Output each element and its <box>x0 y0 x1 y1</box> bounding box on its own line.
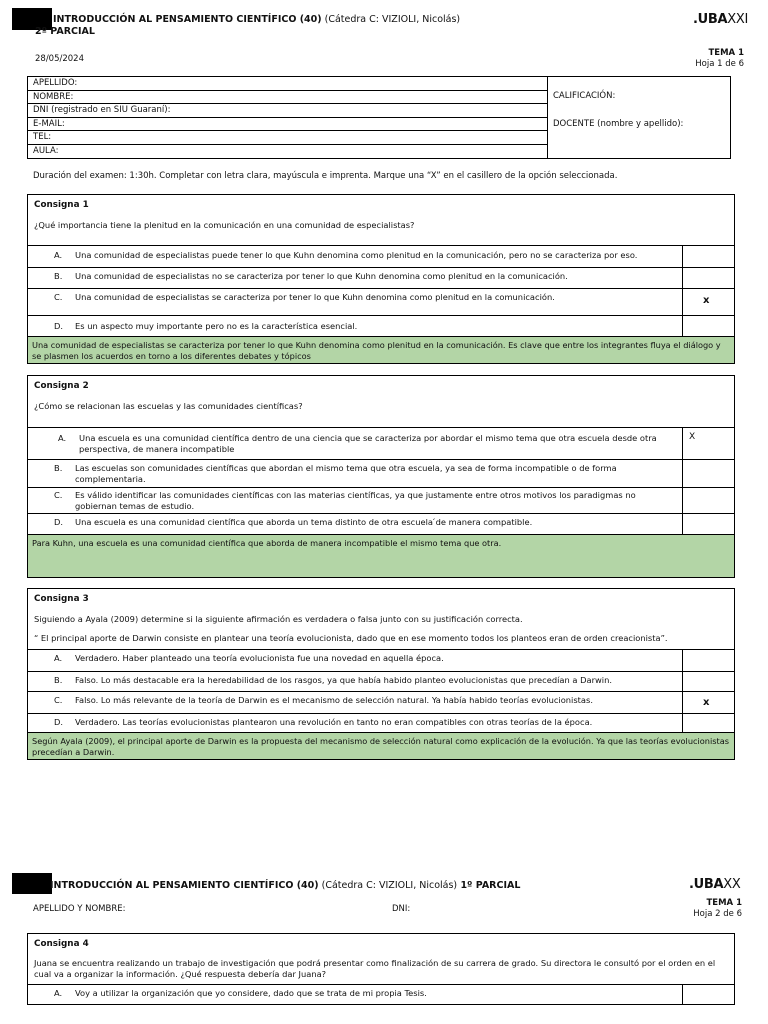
answer-explanation: Según Ayala (2009), el principal aporte de Darwin es la propuesta del mecanismo de selección natural como explicación de la evolución. Ya que las teorías evolucionistas precedían a Darwin. <box>28 732 734 759</box>
option-b[interactable] <box>28 671 734 691</box>
field-dni[interactable]: DNI (registrado en SIU Guaraní): <box>28 104 547 118</box>
option-text: Una escuela es una comunidad científica que aborda un tema distinto de otra escuela ́de manera compatible. <box>75 517 533 527</box>
uba-logo-suffix: XX <box>723 877 741 892</box>
course-chair: (Cátedra C: VIZIOLI, Nicolás) <box>318 880 458 891</box>
uba-logo <box>693 12 748 27</box>
student-fields <box>28 77 548 158</box>
course-title-page2 <box>50 880 520 891</box>
answer-checkbox[interactable] <box>682 268 734 288</box>
question-block-2 <box>27 375 735 578</box>
exam-name: 1º PARCIAL <box>457 880 521 891</box>
option-text: Falso. Lo más relevante de la teoría de Darwin es el mecanismo de selección natural. Ya había habido teorías evolucionistas. <box>75 695 593 705</box>
option-letter: C. <box>54 292 63 302</box>
answer-checkbox[interactable] <box>682 650 734 671</box>
option-text: Una comunidad de especialistas no se caracteriza por tener lo que Kuhn denomina como plenitud en la comunicación. <box>75 271 568 281</box>
option-letter: A. <box>54 988 63 998</box>
answer-checkbox[interactable] <box>682 692 734 713</box>
answer-mark: x <box>703 295 710 306</box>
option-text: Verdadero. Haber planteado una teoría evolucionista fue una novedad en aquella época. <box>75 653 444 663</box>
course-chair: (Cátedra C: VIZIOLI, Nicolás) <box>321 14 461 25</box>
option-letter: D. <box>54 321 64 331</box>
option-letter: D. <box>54 517 64 527</box>
field-aula[interactable]: AULA: <box>33 145 59 156</box>
option-c[interactable] <box>28 288 734 315</box>
answer-checkbox[interactable] <box>682 316 734 337</box>
question-title: Consigna 3 <box>34 594 89 604</box>
question-prompt: Siguiendo a Ayala (2009) determine si la siguiente afirmación es verdadera o falsa junto con su justificación correcta. <box>34 614 523 624</box>
option-a[interactable] <box>28 649 734 671</box>
option-text: Una escuela es una comunidad científica dentro de una ciencia que se caracteriza por abordar el mismo tema que otra escuela desde otra perspectiva, de manera incompatible <box>79 433 657 454</box>
answer-checkbox[interactable] <box>682 289 734 315</box>
sheet-label: Hoja 2 de 6 <box>693 909 742 919</box>
grade-fields <box>548 77 730 158</box>
option-b[interactable] <box>28 459 734 487</box>
tema-label: TEMA 1 <box>706 898 742 908</box>
option-text: Es un aspecto muy importante pero no es la característica esencial. <box>75 321 358 331</box>
uba-logo-text: .UBA <box>693 12 728 27</box>
option-d[interactable] <box>28 513 734 535</box>
answer-explanation: Una comunidad de especialistas se caracteriza por tener lo que Kuhn denomina como plenitud en la comunicación. Es clave que entre los integrantes fluya el diálogo y se plasmen los acuerdos en torno a los diferentes debates y tópicos <box>28 336 734 363</box>
answer-mark: X <box>689 432 696 442</box>
option-letter: C. <box>54 490 63 500</box>
course-title-text: INTRODUCCIÓN AL PENSAMIENTO CIENTÍFICO (40) <box>53 14 322 25</box>
option-text: Una comunidad de especialistas puede tener lo que Kuhn denomina como plenitud en la comunicación, pero no se caracteriza por eso. <box>75 250 638 260</box>
option-letter: B. <box>54 271 63 281</box>
tema-block <box>695 48 744 70</box>
option-letter: B. <box>54 675 63 685</box>
answer-checkbox[interactable] <box>682 514 734 535</box>
option-a[interactable] <box>28 427 734 459</box>
answer-checkbox[interactable] <box>682 246 734 267</box>
field-nombre[interactable]: NOMBRE: <box>28 91 547 105</box>
question-title: Consigna 1 <box>34 200 89 210</box>
option-text: Una comunidad de especialistas se caracteriza por tener lo que Kuhn denomina como plenitud en la comunicación. <box>75 292 555 302</box>
question-prompt: ¿Cómo se relacionan las escuelas y las comunidades científicas? <box>34 401 303 411</box>
option-b[interactable] <box>28 267 734 288</box>
field-docente[interactable]: DOCENTE (nombre y apellido): <box>553 119 684 129</box>
option-letter: D. <box>54 717 64 727</box>
field-email[interactable]: E-MAIL: <box>28 118 547 132</box>
tema-block-page2 <box>693 898 742 920</box>
question-block-1 <box>27 194 735 364</box>
redacted-box <box>12 873 52 894</box>
field-calificacion[interactable]: CALIFICACIÓN: <box>553 91 616 101</box>
option-text: Falso. Lo más destacable era la heredabilidad de los rasgos, ya que había habido planteo evolucionistas que precedían a Darwin. <box>75 675 612 685</box>
option-letter: B. <box>54 463 63 473</box>
exam-name: 2º PARCIAL <box>35 26 95 37</box>
option-text: Es válido identificar las comunidades científicas con las materias científicas, ya que justamente entre otros motivos los paradigmas no gobiernan temas de estudio. <box>75 490 636 511</box>
option-text: Voy a utilizar la organización que yo considere, dado que se trata de mi propia Tesis. <box>75 988 427 998</box>
field-dni-page2[interactable]: DNI: <box>392 904 411 914</box>
answer-checkbox[interactable] <box>682 428 734 459</box>
question-statement: “ El principal aporte de Darwin consiste en plantear una teoría evolucionista, dado que en ese momento todos los planteos eran de orden creacionista”. <box>34 633 668 643</box>
option-d[interactable] <box>28 315 734 337</box>
course-title-text: INTRODUCCIÓN AL PENSAMIENTO CIENTÍFICO (40) <box>50 880 319 891</box>
field-tel[interactable]: TEL: <box>28 131 547 145</box>
option-a[interactable] <box>28 245 734 267</box>
answer-checkbox[interactable] <box>682 672 734 691</box>
course-title <box>53 14 460 25</box>
option-c[interactable] <box>28 691 734 713</box>
exam-date: 28/05/2024 <box>35 54 84 64</box>
tema-label: TEMA 1 <box>708 48 744 58</box>
option-a[interactable] <box>28 984 734 1005</box>
answer-mark: x <box>703 697 710 708</box>
option-letter: A. <box>58 433 67 443</box>
question-title: Consigna 2 <box>34 381 89 391</box>
option-letter: A. <box>54 653 63 663</box>
question-block-3 <box>27 588 735 760</box>
option-text: Las escuelas son comunidades científicas que abordan el mismo tema que otra escuela, ya sea de forma incompatible o de forma complementaria. <box>75 463 617 484</box>
question-prompt: ¿Qué importancia tiene la plenitud en la comunicación en una comunidad de especialistas? <box>34 220 415 230</box>
answer-checkbox[interactable] <box>682 488 734 513</box>
sheet-label: Hoja 1 de 6 <box>695 59 744 69</box>
uba-logo-suffix: XXI <box>727 12 749 27</box>
field-apellido[interactable]: APELLIDO: <box>28 77 547 91</box>
option-text: Verdadero. Las teorías evolucionistas plantearon una revolución en tanto no eran compatibles con otras teorías de la época. <box>75 717 593 727</box>
uba-logo-page2 <box>689 877 740 892</box>
answer-checkbox[interactable] <box>682 985 734 1005</box>
uba-logo-text: .UBA <box>689 877 724 892</box>
option-c[interactable] <box>28 487 734 513</box>
answer-checkbox[interactable] <box>682 460 734 487</box>
student-info-table <box>27 76 731 159</box>
question-block-4 <box>27 933 735 1005</box>
option-letter: C. <box>54 695 63 705</box>
instructions: Duración del examen: 1:30h. Completar con letra clara, mayúscula e imprenta. Marque una “X” en el casillero de la opción seleccionada. <box>33 171 618 181</box>
option-letter: A. <box>54 250 63 260</box>
answer-explanation: Para Kuhn, una escuela es una comunidad científica que aborda de manera incompatible el mismo tema que otra. <box>28 534 734 577</box>
question-prompt: Juana se encuentra realizando un trabajo de investigación que podrá presentar como finalización de su carrera de grado. Su directora le consultó por el orden en el cual va a organizar la información. ¿Qué respuesta debería dar Juana? <box>34 958 716 979</box>
field-apellido-nombre[interactable]: APELLIDO Y NOMBRE: <box>33 904 126 914</box>
question-title: Consigna 4 <box>34 939 89 949</box>
